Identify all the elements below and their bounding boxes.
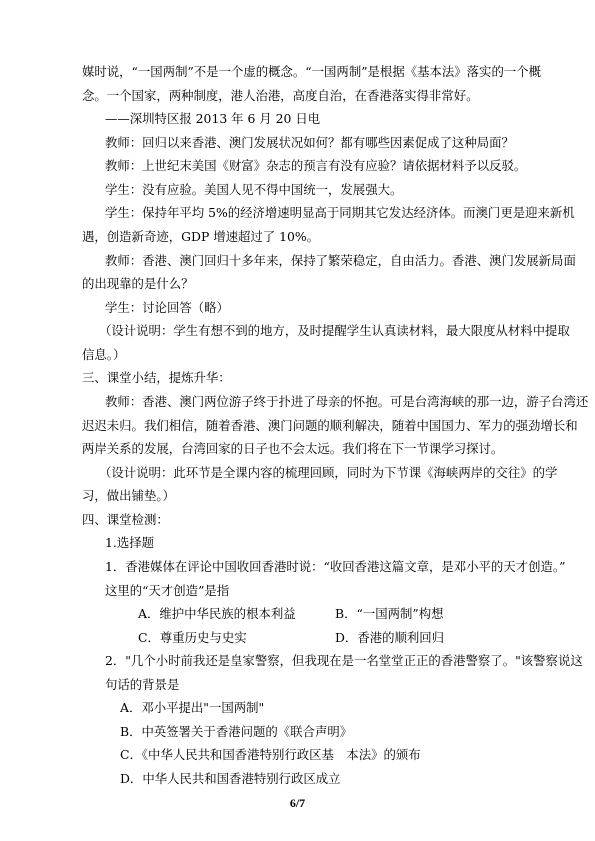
design-note: （设计说明：学生有想不到的地方，及时提醒学生认真读材料，最大限度从材料中提取: [99, 323, 570, 339]
answer-option: A．邓小平提出"一国两制": [120, 700, 265, 716]
design-note: 信息。）: [82, 346, 126, 362]
design-note: 习，做出铺垫。）: [82, 488, 175, 504]
text-line: 媒时说，“一国两制”不是一个虚的概念。“一国两制”是根据《基本法》落实的一个概: [82, 64, 542, 79]
text-line: ——深圳特区报 2013 年 6 月 20 日电: [105, 111, 321, 127]
text-line: 教师：上世纪末美国《财富》杂志的预言有没有应验？请依据材料予以反驳。: [105, 158, 527, 174]
answer-option: B．中英签署关于香港问题的《联合声明》: [120, 723, 353, 739]
section-heading: 三、课堂小结，提炼升华：: [82, 370, 231, 386]
question-type: 1.选择题: [105, 535, 154, 551]
text-line: 念。一个国家，两种制度，港人治港，高度自治，在香港落实得非常好。: [82, 87, 479, 103]
text-line: 学生：保持年平均 5%的经济增速明显高于同期其它发达经济体。而澳门更是迎来新机: [105, 205, 575, 221]
answer-option: B．“一国两制”构想: [335, 606, 444, 621]
question-stem: 这里的“天才创造”是指: [105, 582, 230, 598]
text-line: 学生：讨论回答（略）: [105, 299, 229, 315]
answer-option: D．中华人民共和国香港特别行政区成立: [120, 771, 341, 786]
text-line: 迟迟未归。我们相信，随着香港、澳门问题的顺利解决，随着中国国力、军力的强劲增长和: [82, 417, 578, 433]
answer-option: A．维护中华民族的根本利益: [138, 606, 296, 621]
text-line: 教师：香港、澳门回归十多年来，保持了繁荣稳定，自由活力。香港、澳门发展新局面: [105, 252, 576, 268]
text-line: 两岸关系的发展，台湾回家的日子也不会太远。我们将在下一节课学习探讨。: [82, 441, 504, 457]
design-note: （设计说明：此环节是全课内容的梳理回顾，同时为下节课《海峡两岸的交往》的学: [99, 464, 558, 480]
question-stem: 1．香港媒体在评论中国收回香港时说：“收回香港这篇文章，是邓小平的天才创造。”: [105, 558, 566, 574]
answer-option: C．《中华人民共和国香港特别行政区基 本法》的颁布: [120, 747, 421, 763]
text-line: 的出现靠的是什么？: [82, 276, 194, 292]
answer-option: D．香港的顺利回归: [335, 629, 445, 645]
answer-option: C．尊重历史与史实: [138, 629, 247, 645]
question-stem: 2．"几个小时前我还是皇家警察，但我现在是一名堂堂正正的香港警察了。"该警察说这: [105, 653, 583, 669]
text-line: 学生：没有应验。美国人见不得中国统一，发展强大。: [105, 181, 403, 197]
text-line: 教师：回归以来香港、澳门发展状况如何？都有哪些因素促成了这种局面？: [105, 134, 514, 150]
text-line: 遇，创造新奇迹，GDP 增速超过了 10%。: [82, 229, 320, 244]
page-number: 6/7: [289, 796, 306, 810]
question-stem: 句话的背景是: [105, 676, 180, 692]
section-heading: 四、课堂检测：: [82, 511, 169, 527]
text-line: 教师：香港、澳门两位游子终于扑进了母亲的怀抱。可是台湾海峡的那一边，游子台湾还: [105, 393, 589, 409]
